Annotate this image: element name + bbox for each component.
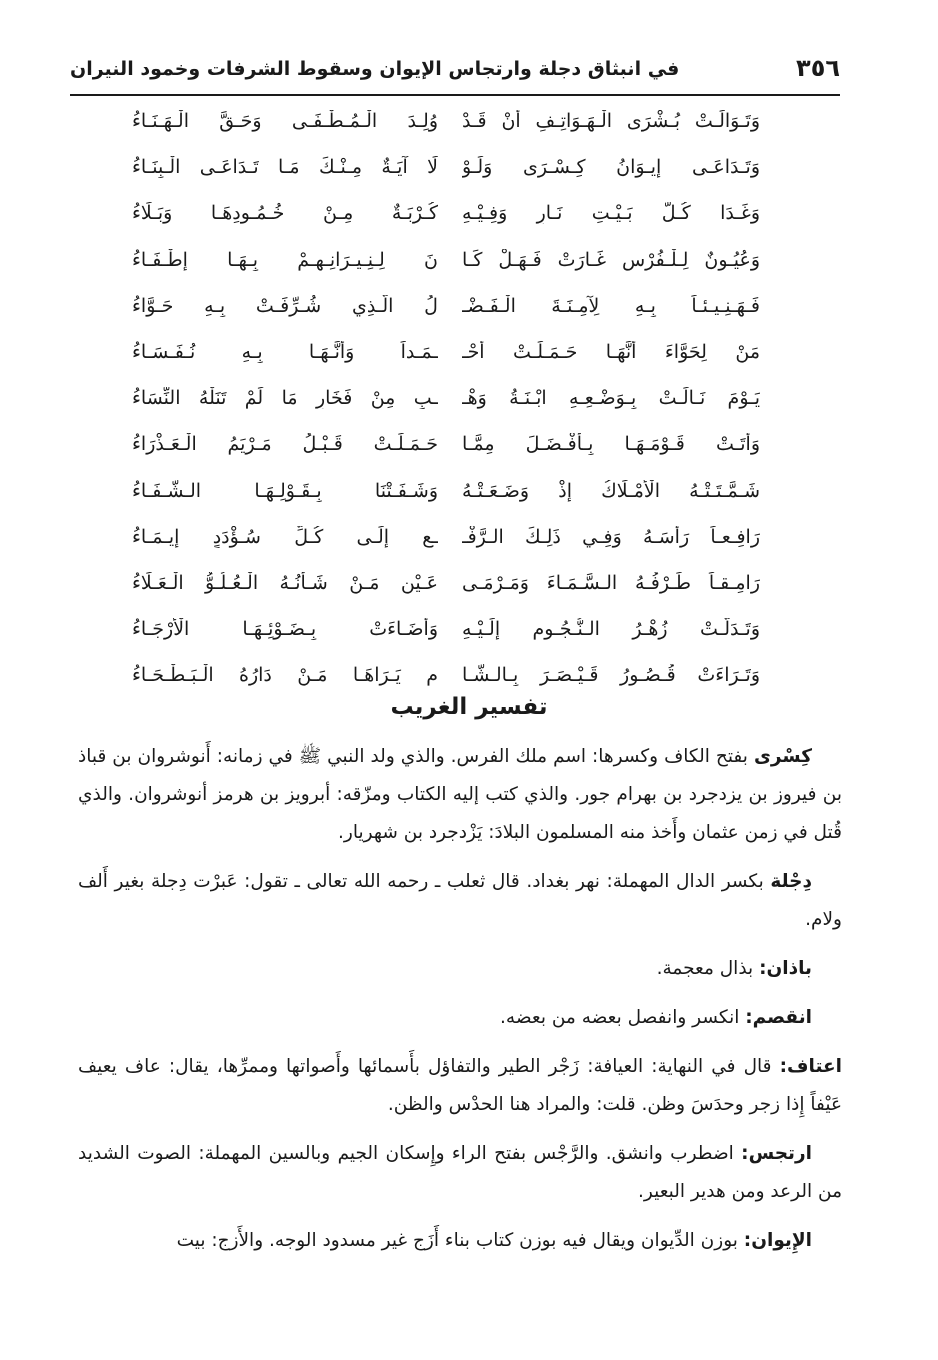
running-title: في انبثاق دجلة وارتجاس الإيوان وسقوط الشرفات وخمود النيران <box>70 58 680 80</box>
verse <box>110 104 760 150</box>
verse-second-hemistich: وَشَـفَـتْنَا بِـقَـوْلِـهَـا الـشُّـفَـاءُ <box>132 479 438 502</box>
verse <box>110 243 760 289</box>
verse-first-hemistich: رَافِـعـاً رَأْسَـهُ وَفِـي ذَلِـكَ الـرَّفْـ <box>462 525 760 548</box>
verse <box>110 196 760 242</box>
glossary-term: باذان: <box>759 958 812 979</box>
verse-second-hemistich: ـعِ إِلَـى كُـلِّ سُـؤْدَدٍ إِيـمَـاءُ <box>132 525 438 548</box>
verse-first-hemistich: مَنْ لِحَوَّاءَ أَنَّهَـا حَـمَـلَـتْ أَحْـ <box>462 340 760 363</box>
page-header <box>70 52 840 96</box>
verse <box>110 520 760 566</box>
verse-second-hemistich: لَا آيَـةٌ مِـنْـكَ مَـا تَـدَاعَـى الْـبِنَـاءُ <box>132 156 438 179</box>
verse <box>110 150 760 196</box>
glossary-definition: اضطرب وانشق. والرَّجْس بفتح الراء وإِسكان الجيم وبالسين المهملة: الصوت الشديد من الرعد ومن هدير البعير. <box>78 1143 842 1202</box>
verse <box>110 612 760 658</box>
verse <box>110 289 760 335</box>
glossary-entry <box>78 738 842 852</box>
glossary-definition: انكسر وانفصل بعضه من بعضه. <box>500 1007 746 1028</box>
verse-first-hemistich: يَـوْمَ نَـالَـتْ بِـوَضْـعِـهِ ابْـنَـةُ وَهْـ <box>462 387 760 410</box>
glossary-definition: قال في النهاية: العيافة: زَجْر الطير والتفاؤل بأَسمائها وأَصواتها وممرِّها، يقال: عاف يعيف عَيْفاً إِذا زجر وحدَسَ وظن. قلت: والمراد هنا الحدْس والظن. <box>78 1056 842 1115</box>
verse-second-hemistich: وَأَضَـاءَتْ بِـضَـوْئِـهَـا الْأَرْجَـاءُ <box>132 618 438 641</box>
glossary-definition: بفتح الكاف وكسرها: اسم ملك الفرس. والذي ولد النبي ﷺ في زمانه: أَنوشروان بن قباذ بن فيروز بن يزدجرد بن بهرام جور. والذي كتب إليه الكتاب ومزّقه: أبرويز بن هرمز أنوشروان. والذي قُتل في زمن عثمان وأَخذ منه المسلمون البلادَ: يَزْدجرد بن شهريار. <box>78 746 842 843</box>
verse <box>110 427 760 473</box>
verse <box>110 381 760 427</box>
verse-first-hemistich: وَتَـرَاءَتْ قُـصُـورُ قَـيْـصَـرَ بِـالـشَّـا <box>462 664 760 687</box>
glossary-definition: بوزن الدِّيوان ويقال فيه بوزن كتاب بناء أَزَج غير مسدود الوجه. والأَزج: بيت <box>176 1230 744 1251</box>
verse-first-hemistich: وَأَتَـتْ قَـوْمَـهَـا بِـأَفْـضَـلَ مِمَّـا <box>462 433 760 456</box>
page-number: ٣٥٦ <box>796 54 840 82</box>
verse-second-hemistich: لُ الَّـذِي شُـرِّفَـتْ بِـهِ حَـوَّاءُ <box>132 294 438 317</box>
verse <box>110 566 760 612</box>
glossary-entry <box>78 1135 842 1211</box>
verse-second-hemistich: كُـرْبَـةٌ مِـنْ خُـمُـودِهَـا وَبَـلَاءُ <box>132 202 438 225</box>
glossary-term: انقصم: <box>745 1007 812 1028</box>
verse-first-hemistich: رَامِـقـاً طَـرْفُـهُ الـسَّـمَـاءَ وَمَـرْمَـى <box>462 571 760 594</box>
verse-second-hemistich: وُلِـدَ الْـمُـطْـفَـى وَحَـقَّ الْـهَـنَـاءُ <box>132 110 438 132</box>
verse <box>110 474 760 520</box>
glossary-entry <box>78 999 842 1037</box>
glossary-entry <box>78 1048 842 1124</box>
verse-second-hemistich: عَـيْنِ مَـنْ شَـأْنُـهُ الْـعُـلُـوُّ الْـعَـلَاءُ <box>132 571 438 594</box>
verse-second-hemistich: ـبٍ مِنْ فَخَارٍ مَا لَمْ تَنَلْهُ النِّسَاءُ <box>132 387 438 410</box>
glossary-commentary <box>78 738 842 1271</box>
verse-first-hemistich: فَـهَـنِـيـئـاً بِـهِ لِآمِـنَـةَ الْـفَـضْـ <box>462 294 760 317</box>
verse-first-hemistich: وَتَـدَلَّـتْ زُهْـرُ الـنُّـجُـومِ إِلَـيْـهِ <box>462 618 760 641</box>
poem <box>110 104 760 704</box>
glossary-entry <box>78 1222 842 1260</box>
glossary-entry <box>78 950 842 988</box>
glossary-term: ارتجس: <box>741 1143 812 1164</box>
glossary-definition: بكسر الدال المهملة: نهر بغداد. قال ثعلب ـ رحمه الله تعالى ـ تقول: عَبرْت دِجلة بغير أَلف ولام. <box>78 871 842 930</box>
glossary-term: اعتاف: <box>779 1056 842 1077</box>
glossary-term: كِسْرى <box>753 746 812 767</box>
verse-second-hemistich: نَ لِـنِـيـرَانِـهِـمْ بِـهَـا إِطْـفَـاءُ <box>132 248 438 271</box>
verse-first-hemistich: وَغَـدَا كُـلُّ بَـيْـتِ نَـارٍ وَفِـيْـهِ <box>462 202 760 225</box>
verse-second-hemistich: حَـمَـلَـتْ قَـبْـلُ مَـرْيَمُ الْـعَـذْرَاءُ <box>132 433 438 456</box>
glossary-term: الإِيوان: <box>743 1230 812 1251</box>
verse-second-hemistich: مِ يَـرَاهَـا مَـنْ دَارُهُ الْـبَـطْـحَـاءُ <box>132 664 438 687</box>
glossary-definition: بذال معجمة. <box>656 958 760 979</box>
verse-first-hemistich: وَتَـوَالَـتْ بُـشْرَى الْـهَـوَاتِـفِ أَنْ قَـدْ <box>462 110 760 132</box>
verse-first-hemistich: وَعُيُـونٌ لِـلْـفُرْسِ غَـارَتْ فَـهَـلْ كَـا <box>462 248 760 271</box>
section-title: تفسير الغريب <box>390 694 548 720</box>
verse <box>110 335 760 381</box>
verse-first-hemistich: شَـمَّـتَـتْـهُ الْأَمْـلَاكُ إِذْ وَضَـعَـتْـهُ <box>462 479 760 502</box>
verse-first-hemistich: وَتَـدَاعَـى إِيـوَانُ كِـسْـرَى وَلَـوْ <box>462 156 760 179</box>
glossary-entry <box>78 863 842 939</box>
glossary-term: دِجْلة <box>770 871 812 892</box>
verse-second-hemistich: ـمَـداً وَأَنَّـهَـا بِـهِ نُـفَـسَـاءُ <box>132 340 438 363</box>
